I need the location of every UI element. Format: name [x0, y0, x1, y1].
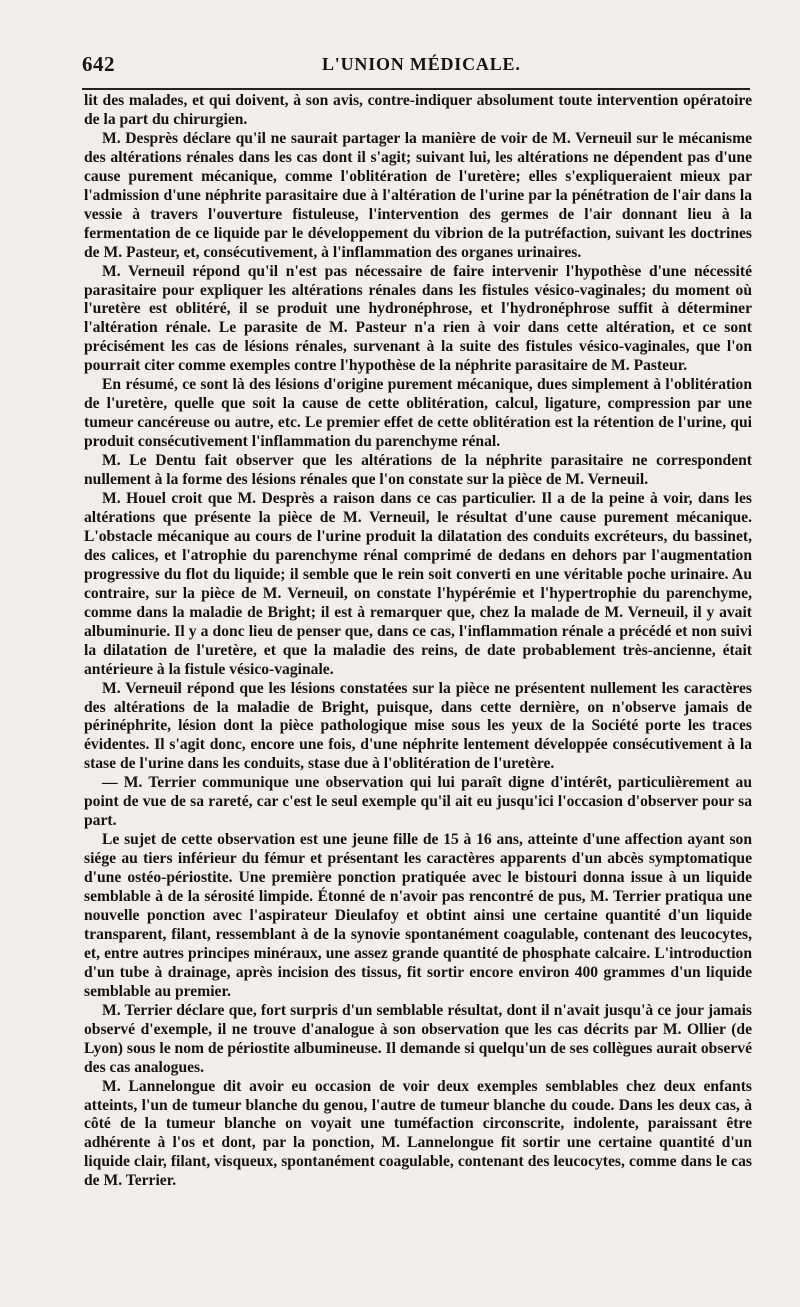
running-title: L'UNION MÉDICALE.: [322, 54, 521, 74]
paragraph: M. Verneuil répond que les lésions constatées sur la pièce ne présentent nullement les caractères des altérations de la maladie de Bright, puisque, dans cette dernière, on n'observe jamais de périnéphrite, lésion dont la pièce pathologique mise sous les yeux de la Société porte les traces évidentes. Il s'agit donc, encore une fois, d'une néphrite lentement développée consécutivement à la stase de l'urine dans les conduits, stase due à l'oblitération de l'uretère.: [84, 679, 752, 773]
paragraph: lit des malades, et qui doivent, à son avis, contre-indiquer absolument toute intervention opératoire de la part du chirurgien.: [84, 92, 752, 128]
paragraph: — M. Terrier communique une observation qui lui paraît digne d'intérêt, particulièrement au point de vue de sa rareté, car c'est le seul exemple qu'il ait eu jusqu'ici l'occasion d'observer pour sa part.: [84, 774, 752, 830]
paragraph: M. Desprès déclare qu'il ne saurait partager la manière de voir de M. Verneuil sur le mécanisme des altérations rénales dans les cas dont il s'agit; suivant lui, les altérations ne dépendent pas d'une cause purement mécanique, comme l'oblitération de l'uretère; elles s'expliqueraient mieux par l'admission d'une néphrite parasitaire due à l'altération de l'urine par la pénétration de l'air dans la vessie à travers l'ouverture fistuleuse, l'intervention des germes de l'air donnant lieu à la fermentation de ce liquide par le développement du vibrion de la putréfaction, suivant les doctrines de M. Pasteur, et, consécutivement, à l'inflammation des organes urinaires.: [84, 129, 752, 261]
paragraph: M. Lannelongue dit avoir eu occasion de voir deux exemples semblables chez deux enfants atteints, l'un de tumeur blanche du genou, l'autre de tumeur blanche du coude. Dans les deux cas, à côté de la tumeur blanche on voyait une tuméfaction circonscrite, indolente, paraissant être adhérente à l'os et dont, par la ponction, M. Lannelongue fit sortir une certaine quantité d'un liquide clair, filant, visqueux, spontanément coagulable, contenant des leucocytes, comme dans le cas de M. Terrier.: [84, 1077, 752, 1190]
header-rule: [82, 88, 750, 90]
paragraph: M. Houel croit que M. Desprès a raison dans ce cas particulier. Il a de la peine à voir, dans les altérations que présente la pièce de M. Verneuil, le résultat d'une cause purement mécanique. L'obstacle mécanique au cours de l'urine produit la dilatation des conduits excréteurs, du bassinet, des calices, et l'atrophie du parenchyme rénal comprimé de dedans en dehors par l'augmentation progressive du flot du liquide; il semble que le rein soit converti en une véritable poche urinaire. Au contraire, sur la pièce de M. Verneuil, on constate l'hypérémie et l'hypertrophie du parenchyme, comme dans la maladie de Bright; il est à remarquer que, chez la malade de M. Verneuil, il y avait albuminurie. Il y a donc lieu de penser que, dans ce cas, l'inflammation rénale a précédé et non suivi la dilatation de l'uretère, et que la maladie des reins, de date probablement très-ancienne, était antérieure à la fistule vésico-vaginale.: [84, 490, 752, 678]
paragraph: Le sujet de cette observation est une jeune fille de 15 à 16 ans, atteinte d'une affection ayant son siége au tiers inférieur du fémur et présentant les caractères apparents d'un abcès symptomatique d'une ostéo-périostite. Une première ponction pratiquée avec le bistouri donna issue à un liquide semblable à de la sérosité limpide. Étonné de n'avoir pas rencontré de pus, M. Terrier pratiqua une nouvelle ponction avec l'aspirateur Dieulafoy et obtint ainsi une certaine quantité d'un liquide transparent, filant, ressemblant à de la synovie spontanément coagulable, contenant des leucocytes, et, entre autres principes minéraux, une assez grande quantité de phosphate calcaire. L'introduction d'un tube à drainage, après incision des tissus, fit sortir encore environ 400 grammes d'un liquide semblable au premier.: [84, 831, 752, 1000]
paragraph: M. Le Dentu fait observer que les altérations de la néphrite parasitaire ne correspondent nullement à la forme des lésions rénales que l'on constate sur la pièce de M. Verneuil.: [84, 452, 752, 489]
paragraph: M. Verneuil répond qu'il n'est pas nécessaire de faire intervenir l'hypothèse d'une nécessité parasitaire pour expliquer les altérations rénales dans les fistules vésico-vaginales; du moment où l'uretère est oblitéré, il se produit une hydronéphrose, et l'hydronéphrose suffit à déterminer l'altération rénale. Le parasite de M. Pasteur n'a rien à voir dans cette altération, et ce sont précisément les cas de lésions rénales, survenant à la suite des fistules vésico-vaginales, que l'on pourrait citer comme exemples contre l'hypothèse de la néphrite parasitaire de M. Pasteur.: [84, 262, 752, 375]
paragraph: M. Terrier déclare que, fort surpris d'un semblable résultat, dont il n'avait jusqu'à ce jour jamais observé d'exemple, il ne trouve d'analogue à son observation que les cas décrits par M. Ollier (de Lyon) sous le nom de périostite albumineuse. Il demande si quelqu'un de ses collègues aurait observé des cas analogues.: [84, 1001, 752, 1076]
paragraph: En résumé, ce sont là des lésions d'origine purement mécanique, dues simplement à l'oblitération de l'uretère, quelle que soit la cause de cette oblitération, calcul, ligature, compression par une tumeur cancéreuse ou autre, etc. Le premier effet de cette oblitération est la rétention de l'urine, qui produit consécutivement l'inflammation du parenchyme rénal.: [84, 376, 752, 451]
page-number: 642: [82, 52, 115, 76]
page-header: [82, 52, 757, 82]
article-body: [84, 92, 752, 1191]
